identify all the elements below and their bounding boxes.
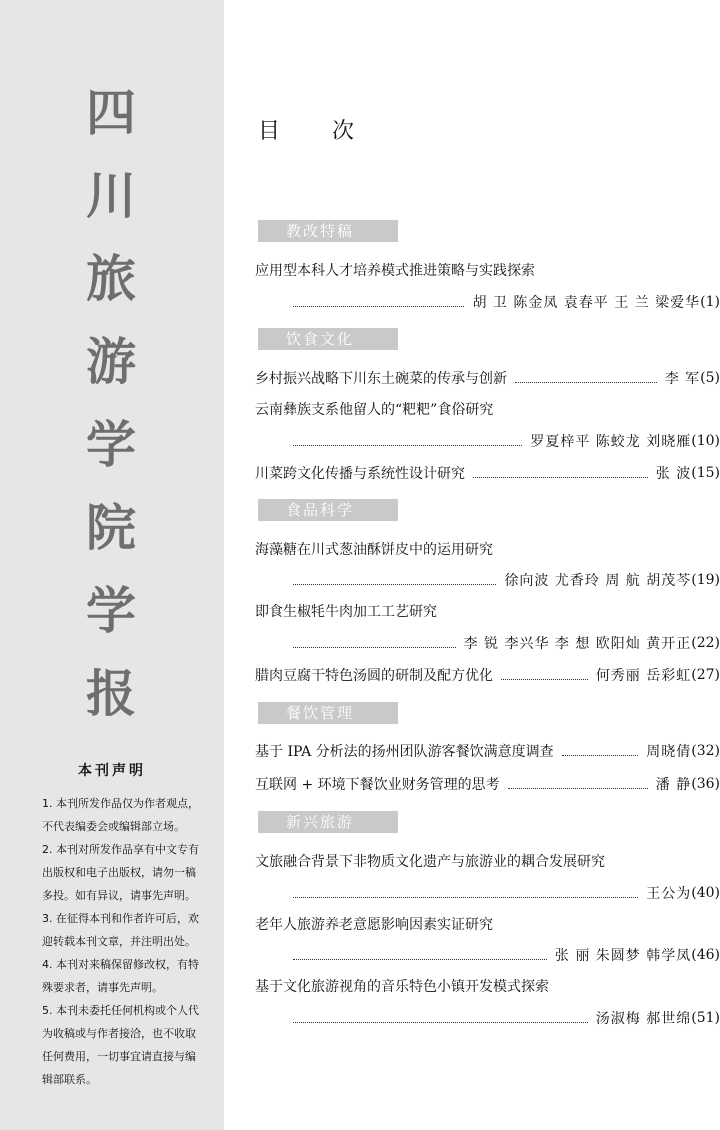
toc-entry-authors: 徐向波 尤香玲 周 航 胡茂芩: [504, 573, 692, 589]
toc-entry-author-line[interactable]: [255, 289, 720, 315]
notice-line: 殊要求者，请事先声明。: [42, 981, 163, 994]
toc-entry-line[interactable]: [255, 460, 720, 486]
notice-line: 3. 在征得本刊和作者许可后，欢: [42, 912, 199, 925]
journal-title-char: 游: [86, 333, 136, 391]
toc-entry-line[interactable]: [255, 771, 720, 797]
toc-entry-title: 基于 IPA 分析法的扬州团队游客餐饮满意度调查: [255, 744, 554, 760]
toc-entry-page: (1): [700, 294, 720, 310]
leader-dots: [293, 1022, 588, 1023]
toc-entry-authors: 周晓倩: [646, 744, 692, 760]
section-label: 食品科学: [258, 499, 398, 521]
notice-line: 2. 本刊对所发作品享有中文专有: [42, 843, 199, 856]
toc-entry-page: (40): [691, 885, 720, 901]
toc-entry-author-line[interactable]: [255, 1005, 720, 1031]
toc-entry-page: (51): [691, 1010, 720, 1026]
leader-dots: [515, 382, 657, 383]
toc-entry-authors: 汤淑梅 郝世绵: [595, 1011, 692, 1027]
toc-entry-author-line[interactable]: [255, 630, 720, 656]
notice-line: 迎转载本刊文章，并注明出处。: [42, 935, 196, 948]
toc-entry-author-line[interactable]: [255, 942, 720, 968]
notice-line: 辑部联系。: [42, 1073, 97, 1086]
notice-line: 5. 本刊未委托任何机构或个人代: [42, 1004, 199, 1017]
journal-title: [58, 72, 164, 736]
toc-entry-title-line[interactable]: [255, 848, 720, 874]
toc-entry-page: (15): [691, 465, 720, 481]
toc-entry-page: (19): [691, 572, 720, 588]
toc-entry-authors: 张 丽 朱圆梦 韩学凤: [554, 948, 692, 964]
leader-dots: [293, 584, 496, 585]
notice-line: 为收稿或与作者接洽，也不收取: [42, 1027, 196, 1040]
toc-entry-title-line[interactable]: [255, 911, 720, 937]
toc-entry-line[interactable]: [255, 662, 720, 688]
notice-line: 任何费用，一切事宜请直接与编: [42, 1050, 196, 1063]
toc-entry-title-line[interactable]: [255, 396, 720, 422]
toc-entry-page: (22): [691, 635, 720, 651]
toc-entry-page: (10): [691, 433, 720, 449]
section-label: 教改特稿: [258, 220, 398, 242]
toc-entry-page: (46): [691, 947, 720, 963]
toc-entry-author-line[interactable]: [255, 567, 720, 593]
toc-entry-title-line[interactable]: [255, 598, 720, 624]
toc-entry-page: (5): [700, 370, 720, 386]
toc-entry-title: 老年人旅游养老意愿影响因素实证研究: [255, 917, 493, 933]
leader-dots: [293, 959, 547, 960]
toc-entry-page: (32): [691, 743, 720, 759]
leader-dots: [293, 897, 638, 898]
leader-dots: [293, 306, 464, 307]
toc-entry-title: 基于文化旅游视角的音乐特色小镇开发模式探索: [255, 979, 549, 995]
toc-entry-authors: 张 波: [655, 466, 692, 482]
toc-entry-line[interactable]: [255, 738, 720, 764]
notice-list: [42, 792, 218, 1091]
toc-entry-title: 腊肉豆腐干特色汤圆的研制及配方优化: [255, 668, 493, 684]
toc-entry-title: 应用型本科人才培养模式推进策略与实践探索: [255, 263, 535, 279]
toc-entry-title-line[interactable]: [255, 536, 720, 562]
toc-entry-authors: 胡 卫 陈金凤 袁春平 王 兰 梁爱华: [472, 295, 701, 311]
leader-dots: [293, 445, 522, 446]
toc-entry-title: 即食生椒牦牛肉加工工艺研究: [255, 604, 437, 620]
leader-dots: [562, 755, 639, 756]
notice-line: 4. 本刊对来稿保留修改权，有特: [42, 958, 199, 971]
leader-dots: [501, 679, 588, 680]
toc-entry-authors: 何秀丽 岳彩虹: [595, 668, 692, 684]
journal-title-char: 学: [86, 416, 136, 474]
toc-entry-title: 川菜跨文化传播与系统性设计研究: [255, 466, 465, 482]
toc-entry-title: 文旅融合背景下非物质文化遗产与旅游业的耦合发展研究: [255, 854, 605, 870]
notice-line: 1. 本刊所发作品仅为作者观点，: [42, 797, 199, 810]
journal-title-char: 报: [86, 665, 136, 723]
leader-dots: [293, 647, 456, 648]
toc-entry-page: (36): [691, 776, 720, 792]
toc-entry-title: 海藻糖在川式葱油酥饼皮中的运用研究: [255, 542, 493, 558]
toc-entry-line[interactable]: [255, 365, 720, 391]
journal-title-char: 川: [86, 167, 136, 225]
toc-entry-authors: 李 军: [664, 371, 701, 387]
toc-entry-authors: 李 锐 李兴华 李 想 欧阳灿 黄开正: [463, 636, 692, 652]
toc-entry-authors: 王公为: [646, 886, 692, 902]
toc-entry-title: 互联网 + 环境下餐饮业财务管理的思考: [255, 777, 500, 793]
notice-line: 多投。如有异议，请事先声明。: [42, 889, 196, 902]
section-label: 新兴旅游: [258, 811, 398, 833]
section-label: 饮食文化: [258, 328, 398, 350]
toc-entry-title-line[interactable]: [255, 257, 720, 283]
notice-line: 不代表编委会或编辑部立场。: [42, 820, 185, 833]
section-label: 餐饮管理: [258, 702, 398, 724]
toc-entry-authors: 罗夏梓平 陈蛟龙 刘晓雁: [530, 434, 692, 450]
journal-title-char: 学: [86, 582, 136, 640]
toc-entry-title: 云南彝族支系他留人的“粑粑”食俗研究: [255, 402, 494, 418]
toc-entry-authors: 潘 静: [655, 777, 692, 793]
journal-title-char: 院: [86, 499, 136, 557]
sidebar: [0, 0, 224, 1130]
journal-title-char: 四: [86, 84, 136, 142]
toc-heading: 目次: [258, 119, 407, 144]
toc-entry-title-line[interactable]: [255, 973, 720, 999]
toc-entry-author-line[interactable]: [255, 428, 720, 454]
toc-entry-title: 乡村振兴战略下川东土碗菜的传承与创新: [255, 371, 507, 387]
toc-entry-page: (27): [691, 667, 720, 683]
notice-line: 出版权和电子出版权，请勿一稿: [42, 866, 196, 879]
notice-title: 本刊声明: [78, 763, 146, 779]
toc-entry-author-line[interactable]: [255, 880, 720, 906]
journal-title-char: 旅: [86, 250, 136, 308]
leader-dots: [508, 788, 648, 789]
leader-dots: [473, 477, 648, 478]
